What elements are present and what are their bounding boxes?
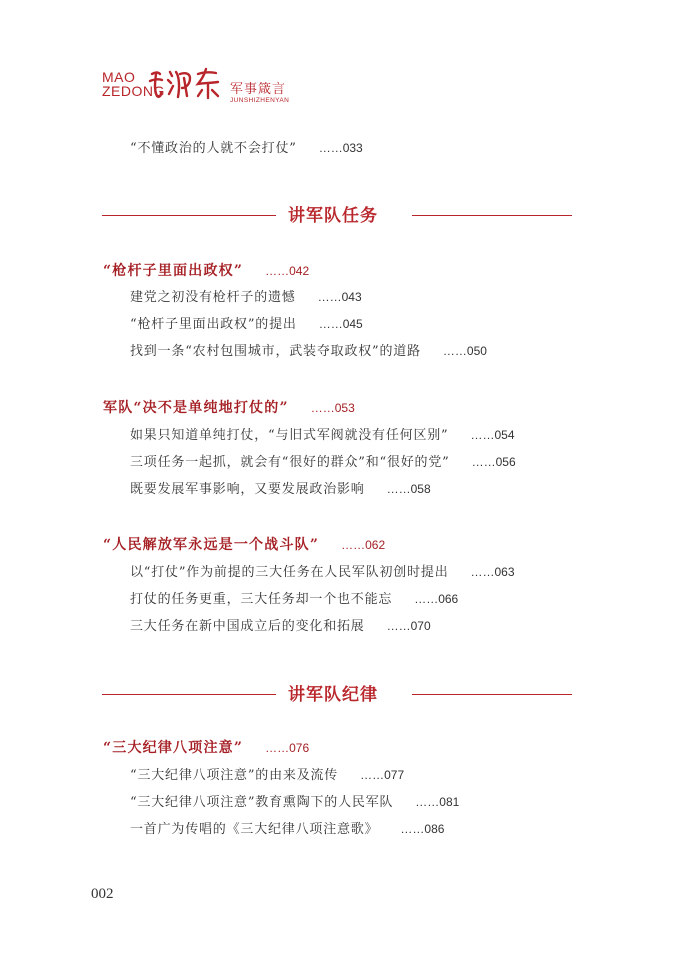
toc-item-text: 以“打仗”作为前提的三大任务在人民军队初创时提出 — [130, 565, 449, 580]
toc-topic — [103, 737, 309, 757]
toc-item — [130, 451, 516, 470]
toc-item — [130, 313, 363, 332]
toc-item — [130, 818, 444, 837]
toc-topic-text: 军队“决不是单纯地打仗的” — [103, 400, 289, 416]
toc-item — [130, 478, 431, 497]
toc-item-text: “不懂政治的人就不会打仗” — [130, 141, 297, 156]
section-title: 讲军队纪律 — [288, 685, 378, 705]
toc-topic — [103, 397, 355, 417]
toc-item-text: “枪杆子里面出政权”的提出 — [130, 317, 297, 332]
toc-item-text: 三大任务在新中国成立后的变化和拓展 — [130, 619, 365, 634]
toc-topic — [103, 534, 385, 554]
toc-topic-text: “三大纪律八项注意” — [103, 740, 244, 756]
toc-item-text: 打仗的任务更重，三大任务却一个也不能忘 — [130, 592, 393, 607]
toc-item-text: 找到一条“农村包围城市，武装夺取政权”的道路 — [130, 344, 421, 359]
toc-item-page: ……070 — [386, 619, 431, 633]
section-title: 讲军队任务 — [288, 206, 378, 226]
toc-item — [130, 615, 431, 634]
toc-item-text: “三大纪律八项注意”教育熏陶下的人民军队 — [130, 795, 394, 810]
toc-item-page: ……045 — [318, 317, 363, 331]
divider — [102, 215, 276, 216]
series-title: 军事箴言 — [230, 82, 287, 97]
divider — [412, 694, 572, 695]
author-latin-line2: ZEDONG — [102, 83, 165, 99]
toc-item — [130, 791, 459, 810]
toc-item — [130, 588, 458, 607]
toc-item — [130, 424, 515, 443]
toc-item-page: ……033 — [318, 141, 363, 155]
toc-item-page: ……066 — [414, 592, 459, 606]
series-pinyin: JUNSHIZHENYAN — [230, 97, 290, 104]
toc-item-text: 建党之初没有枪杆子的遗憾 — [130, 290, 296, 305]
toc-item-text: 三项任务一起抓，就会有“很好的群众”和“很好的党” — [130, 455, 450, 470]
toc-topic — [103, 260, 309, 280]
toc-item-page: ……056 — [471, 455, 516, 469]
toc-item-page: ……043 — [317, 290, 362, 304]
toc-item-page: ……058 — [386, 482, 431, 496]
toc-item-page: ……063 — [470, 565, 515, 579]
toc-topic-text: “人民解放军永远是一个战斗队” — [103, 537, 320, 553]
divider — [412, 215, 572, 216]
toc-item-text: 如果只知道单纯打仗，“与旧式军阀就没有任何区别” — [130, 428, 449, 443]
toc-item — [130, 561, 515, 580]
toc-topic-page: ……062 — [341, 538, 386, 552]
toc-topic-text: “枪杆子里面出政权” — [103, 263, 244, 279]
toc-item-text: 一首广为传唱的《三大纪律八项注意歌》 — [130, 822, 379, 837]
toc-item-page: ……081 — [415, 795, 460, 809]
section-heading — [102, 684, 572, 704]
section-heading — [102, 205, 572, 225]
toc-item-text: “三大纪律八项注意”的由来及流传 — [130, 768, 339, 783]
toc-item-text: 既要发展军事影响，又要发展政治影响 — [130, 482, 365, 497]
toc-topic-page: ……042 — [265, 264, 310, 278]
signature-logo — [146, 66, 226, 100]
toc-item — [130, 340, 487, 359]
toc-item-page: ……077 — [360, 768, 405, 782]
toc-item — [130, 286, 362, 305]
author-latin-line1: MAO — [102, 69, 136, 85]
toc-topic-page: ……053 — [310, 401, 355, 415]
toc-item — [130, 137, 363, 156]
toc-item-page: ……054 — [470, 428, 515, 442]
toc-topic-page: ……076 — [265, 741, 310, 755]
toc-item-page: ……050 — [442, 344, 487, 358]
toc-item — [130, 764, 404, 783]
page-number: 002 — [91, 886, 114, 902]
book-header — [102, 56, 322, 116]
divider — [102, 694, 276, 695]
toc-item-page: ……086 — [400, 822, 445, 836]
